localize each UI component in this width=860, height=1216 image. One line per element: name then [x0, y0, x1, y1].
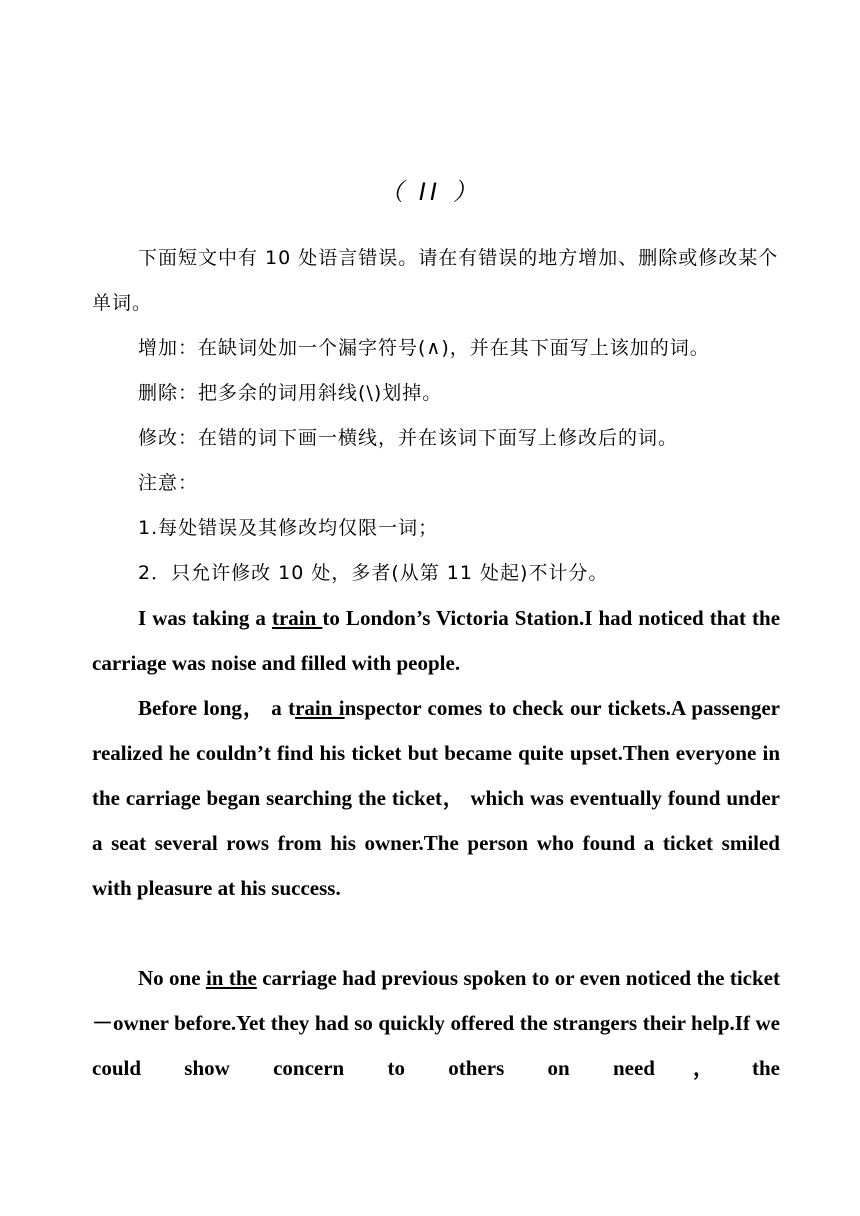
passage-text: No one	[138, 966, 206, 990]
passage-paragraph-3	[92, 956, 780, 1091]
section-title: （ II ）	[379, 178, 481, 206]
instruction-note-2: 2．只允许修改 10 处，多者(从第 11 处起)不计分。	[138, 562, 609, 584]
underlined-word: in the	[205, 966, 257, 990]
passage-text: carriage had previous spoken to or even noticed the ticket－owner before.Yet they had so quickly offered the strangers their help.If we could show concern to others on need，the	[92, 966, 780, 1080]
passage-paragraph-1	[92, 596, 780, 686]
passage-text: I was taking a	[138, 606, 272, 630]
passage-text: to London’s Victoria Station.I had noticed that the carriage was noise and filled with people.	[92, 606, 781, 675]
instruction-add: 增加：在缺词处加一个漏字符号(∧)，并在其下面写上该加的词。	[138, 337, 710, 359]
instruction-modify: 修改：在错的词下画一横线，并在该词下面写上修改后的词。	[138, 427, 679, 449]
passage-paragraph-2	[92, 686, 780, 911]
underlined-word: train	[271, 606, 323, 630]
passage-text: Before long， a t	[138, 696, 296, 720]
instruction-delete: 删除：把多余的词用斜线(\)划掉。	[138, 382, 443, 404]
instruction-note-1: 1.每处错误及其修改均仅限一词；	[138, 517, 439, 539]
instruction-intro: 下面短文中有 10 处语言错误。请在有错误的地方增加、删除或修改某个单词。	[92, 247, 779, 314]
underlined-word: rain i	[295, 696, 345, 720]
instruction-note-heading: 注意：	[138, 472, 199, 494]
passage-text: nspector comes to check our tickets.A passenger realized he couldn’t find his ticket but became quite upset.Then everyone in the carriage began searching the ticket， which was eventually found under a seat several rows from his owner.The person who found a ticket smiled with pleasure at his success.	[92, 696, 780, 900]
